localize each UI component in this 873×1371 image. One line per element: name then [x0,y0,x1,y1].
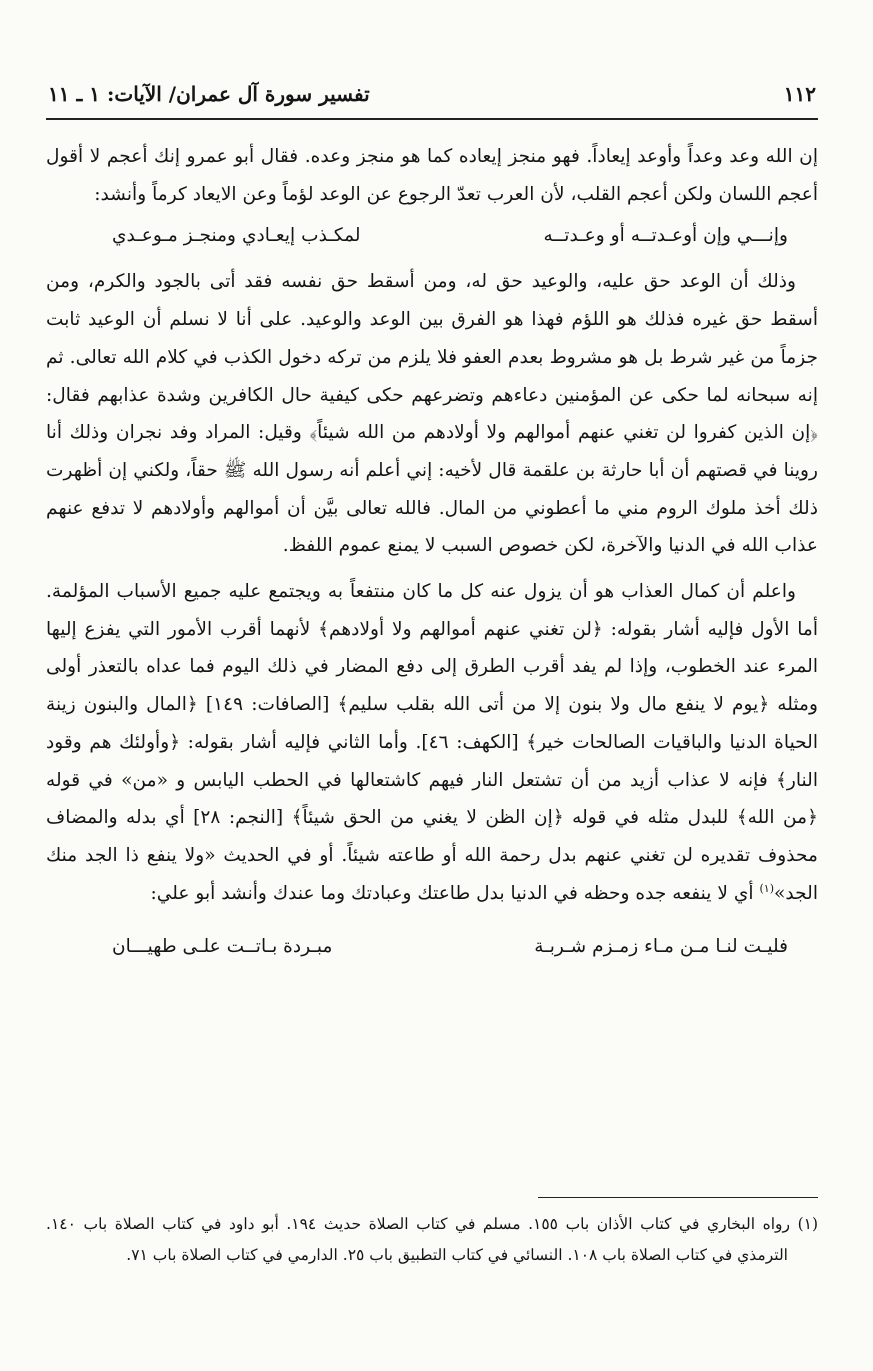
paragraph-3-text: واعلم أن كمال العذاب هو أن يزول عنه كل ما كان منتفعاً به ويجتمع عليه جميع الأسباب المؤلمة. أما الأول فإليه أشار بقوله: ﴿لن تغني عنهم أموالهم ولا أولادهم﴾ لأنهما أقرب الأمور التي يفزع إليها المرء عند الخطوب، وإذا لم يفد أقرب الطرق إلى دفع المضار في ذلك اليوم فما عداه بالتعذر أولى ومثله ﴿يوم لا ينفع مال ولا بنون إلا من أتى الله بقلب سليم﴾ [الصافات: ١٤٩] ﴿المال والبنون زينة الحياة الدنيا والباقيات الصالحات خير﴾ [الكهف: ٤٦]. وأما الثاني فإليه أشار بقوله: ﴿وأولئك هم وقود النار﴾ فإنه لا عذاب أزيد من أن تشتعل النار فيهم كاشتعالها في الحطب اليابس و «من» في قوله ﴿من الله﴾ للبدل مثله في قوله ﴿إن الظن لا يغني من الحق شيئاً﴾ [النجم: ٢٨] أي بدله والمضاف محذوف تقديره لن تغني عنهم بدل رحمة الله أو طاعته شيئاً. أو في الحديث «ولا ينفع ذا الجد منك الجد» [46,581,819,904]
main-text [46,138,818,974]
poetry-verse-1 [46,215,818,257]
paragraph-gap [46,565,818,573]
verse-1-second-hemistich: لمكـذب إيعـادي ومنجـز مـوعـدي [112,225,361,247]
poetry-verse-2 [46,926,818,968]
header-rule [46,118,818,120]
paragraph-1: إن الله وعد وعداً وأوعد إيعاداً. فهو منجز إيعاده كما هو منجز وعده. فقال أبو عمرو إنك أعجم لا أقول أعجم اللسان ولكن أعجم القلب، لأن العرب تعدّ الرجوع عن الوعد لؤماً وعن الايعاد كرماً وأنشد: [46,146,818,205]
verse-2-second-hemistich: مبـردة بـاتــت علـى طهيـــان [112,936,333,958]
paragraph-3-ending: أي لا ينفعه جده وحظه في الدنيا بدل طاعتك وعبادتك وما عندك وأنشد أبو علي: [150,882,754,904]
page-number: ١١٢ [783,82,816,106]
running-title: تفسير سورة آل عمران/ الآيات: ١ ـ ١١ [48,82,370,106]
footnote-separator [538,1197,818,1198]
verse-1-first-hemistich: وإنـــي وإن أوعـدتــه أو وعـدتــه [543,225,788,247]
paragraph-3 [46,573,818,912]
footnote-marker: (١) [759,881,775,895]
page-header [48,74,816,114]
verse-2-first-hemistich: فليـت لنـا مـن مـاء زمـزم شـربـة [534,936,788,958]
paragraph-2: وذلك أن الوعد حق عليه، والوعيد حق له، ومن أسقط حق نفسه فقد أتى بالجود والكرم، ومن أسقط حق غيره فذلك هو اللؤم فهذا هو الفرق بين الوعد والوعيد. على أنا لا نسلم أن الوعيد ثابت جزماً من غير شرط بل هو مشروط بعدم العفو فلا يلزم من تركه دخول الكذب في كلام الله تعالى. ثم إنه سبحانه لما حكى عن المؤمنين دعاءهم وتضرعهم حكى كيفية حال الكافرين وشدة عذابهم فقال: ﴿إن الذين كفروا لن تغني عنهم أموالهم ولا أولادهم من الله شيئاً﴾ وقيل: المراد وفد نجران وذلك أنا روينا في قصتهم أن أبا حارثة بن علقمة قال لأخيه: إني أعلم أنه رسول الله ﷺ حقاً، ولكني إن أظهرت ذلك أخذ ملوك الروم مني ما أعطوني من المال. فالله تعالى بيَّن أن أموالهم وأولادهم لا تدفع عنهم عذاب الله في الدنيا والآخرة، لكن خصوص السبب لا يمنع عموم اللفظ. [46,271,818,557]
footnote-1: (١) رواه البخاري في كتاب الأذان باب ١٥٥. مسلم في كتاب الصلاة حديث ١٩٤. أبو داود في كتاب الصلاة باب ١٤٠. الترمذي في كتاب الصلاة باب ١٠٨. النسائي في كتاب التطبيق باب ٢٥. الدارمي في كتاب الصلاة باب ٧١. [46,1215,819,1264]
footnotes [46,1209,818,1271]
